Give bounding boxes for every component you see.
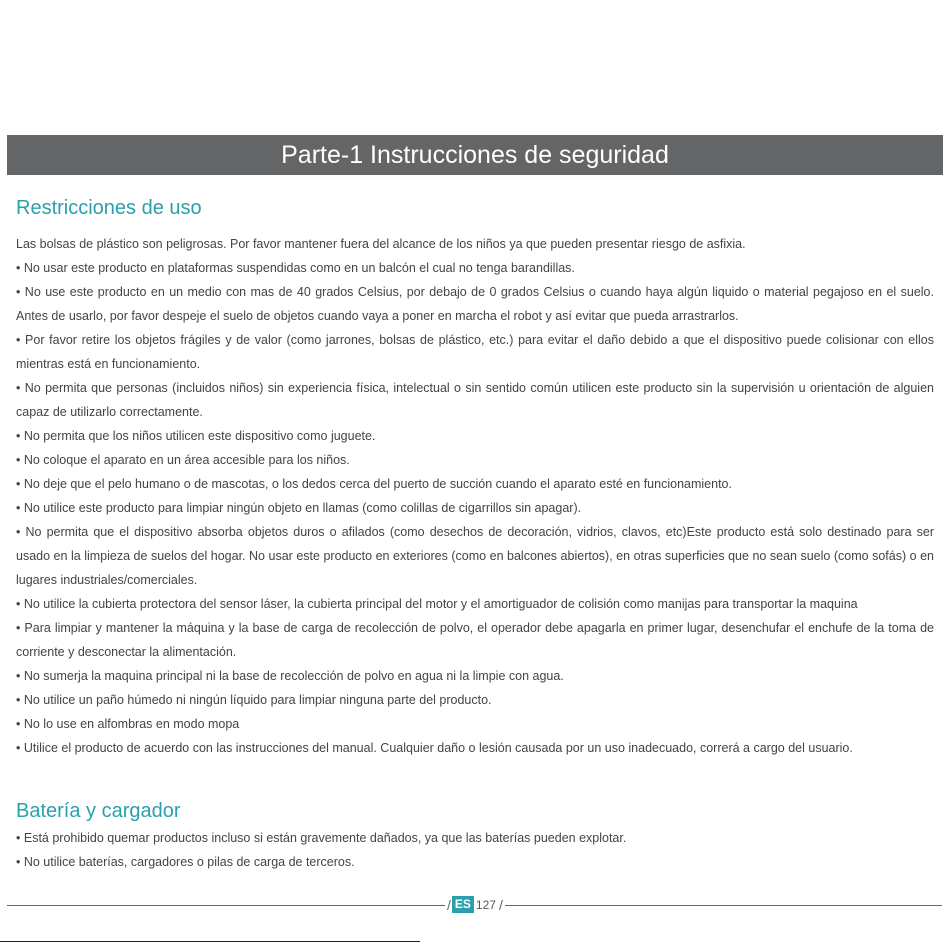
bateria-list [16,826,934,874]
section-title-bar [7,135,943,175]
footer-rule-left [7,905,445,906]
footer-rule-right [505,905,942,906]
intro-paragraph: Las bolsas de plástico son peligrosas. Por favor mantener fuera del alcance de los niños ya que pueden presentar riesgo de asfixia. [16,237,746,251]
slash-left: / [447,896,451,913]
list-item: • Por favor retire los objetos frágiles y de valor (como jarrones, bolsas de plástico, etc.) para evitar el daño debido a que el dispositivo puede colisionar con ellos mientras está en funcionamiento. [16,328,934,376]
heading-bateria: Batería y cargador [16,800,181,822]
list-item: • No deje que el pelo humano o de mascotas, o los dedos cerca del puerto de succión cuando el aparato esté en funcionamiento. [16,472,934,496]
page-footer [446,896,504,913]
list-item: • No utilice un paño húmedo ni ningún líquido para limpiar ninguna parte del producto. [16,688,934,712]
list-item: • No coloque el aparato en un área accesible para los niños. [16,448,934,472]
list-item: • No usar este producto en plataformas suspendidas como en un balcón el cual no tenga barandillas. [16,256,934,280]
language-badge: ES [452,896,474,913]
heading-restricciones: Restricciones de uso [16,197,202,219]
list-item: • No utilice la cubierta protectora del sensor láser, la cubierta principal del motor y el amortiguador de colisión como manijas para transportar la maquina [16,592,934,616]
list-item: • No permita que el dispositivo absorba objetos duros o afilados (como desechos de decoración, vidrios, clavos, etc)Este producto está solo destinado para ser usado en la limpieza de suelos del hogar. No usar este producto en exteriores (como en balcones abiertos), en otras superficies que no sean suelo (como sofás) o en lugares industriales/comerciales. [16,520,934,592]
list-item: • No sumerja la maquina principal ni la base de recolección de polvo en agua ni la limpie con agua. [16,664,934,688]
restricciones-list [16,256,934,760]
list-item: • No utilice este producto para limpiar ningún objeto en llamas (como colillas de cigarrillos sin apagar). [16,496,934,520]
bottom-edge-line [0,941,420,942]
list-item: • Está prohibido quemar productos incluso si están gravemente dañados, ya que las baterías pueden explotar. [16,826,934,850]
page-number: 127 [475,897,496,912]
list-item: • No lo use en alfombras en modo mopa [16,712,934,736]
list-item: • No utilice baterías, cargadores o pilas de carga de terceros. [16,850,934,874]
slash-right: / [498,896,503,913]
list-item: • No use este producto en un medio con mas de 40 grados Celsius, por debajo de 0 grados Celsius o cuando haya algún liquido o material pegajoso en el suelo. Antes de usarlo, por favor despeje el suelo de objetos cuando vaya a poner en marcha el robot y así evitar que pueda arrastrarlos. [16,280,934,328]
list-item: • No permita que personas (incluidos niños) sin experiencia física, intelectual o sin sentido común utilicen este producto sin la supervisión u orientación de alguien capaz de utilizarlo correctamente. [16,376,934,424]
list-item: • Utilice el producto de acuerdo con las instrucciones del manual. Cualquier daño o lesión causada por un uso inadecuado, correrá a cargo del usuario. [16,736,934,760]
list-item: • Para limpiar y mantener la máquina y la base de carga de recolección de polvo, el operador debe apagarla en primer lugar, desenchufar el enchufe de la toma de corriente y desconectar la alimentación. [16,616,934,664]
list-item: • No permita que los niños utilicen este dispositivo como juguete. [16,424,934,448]
page-title: Parte-1 Instrucciones de seguridad [281,141,669,169]
